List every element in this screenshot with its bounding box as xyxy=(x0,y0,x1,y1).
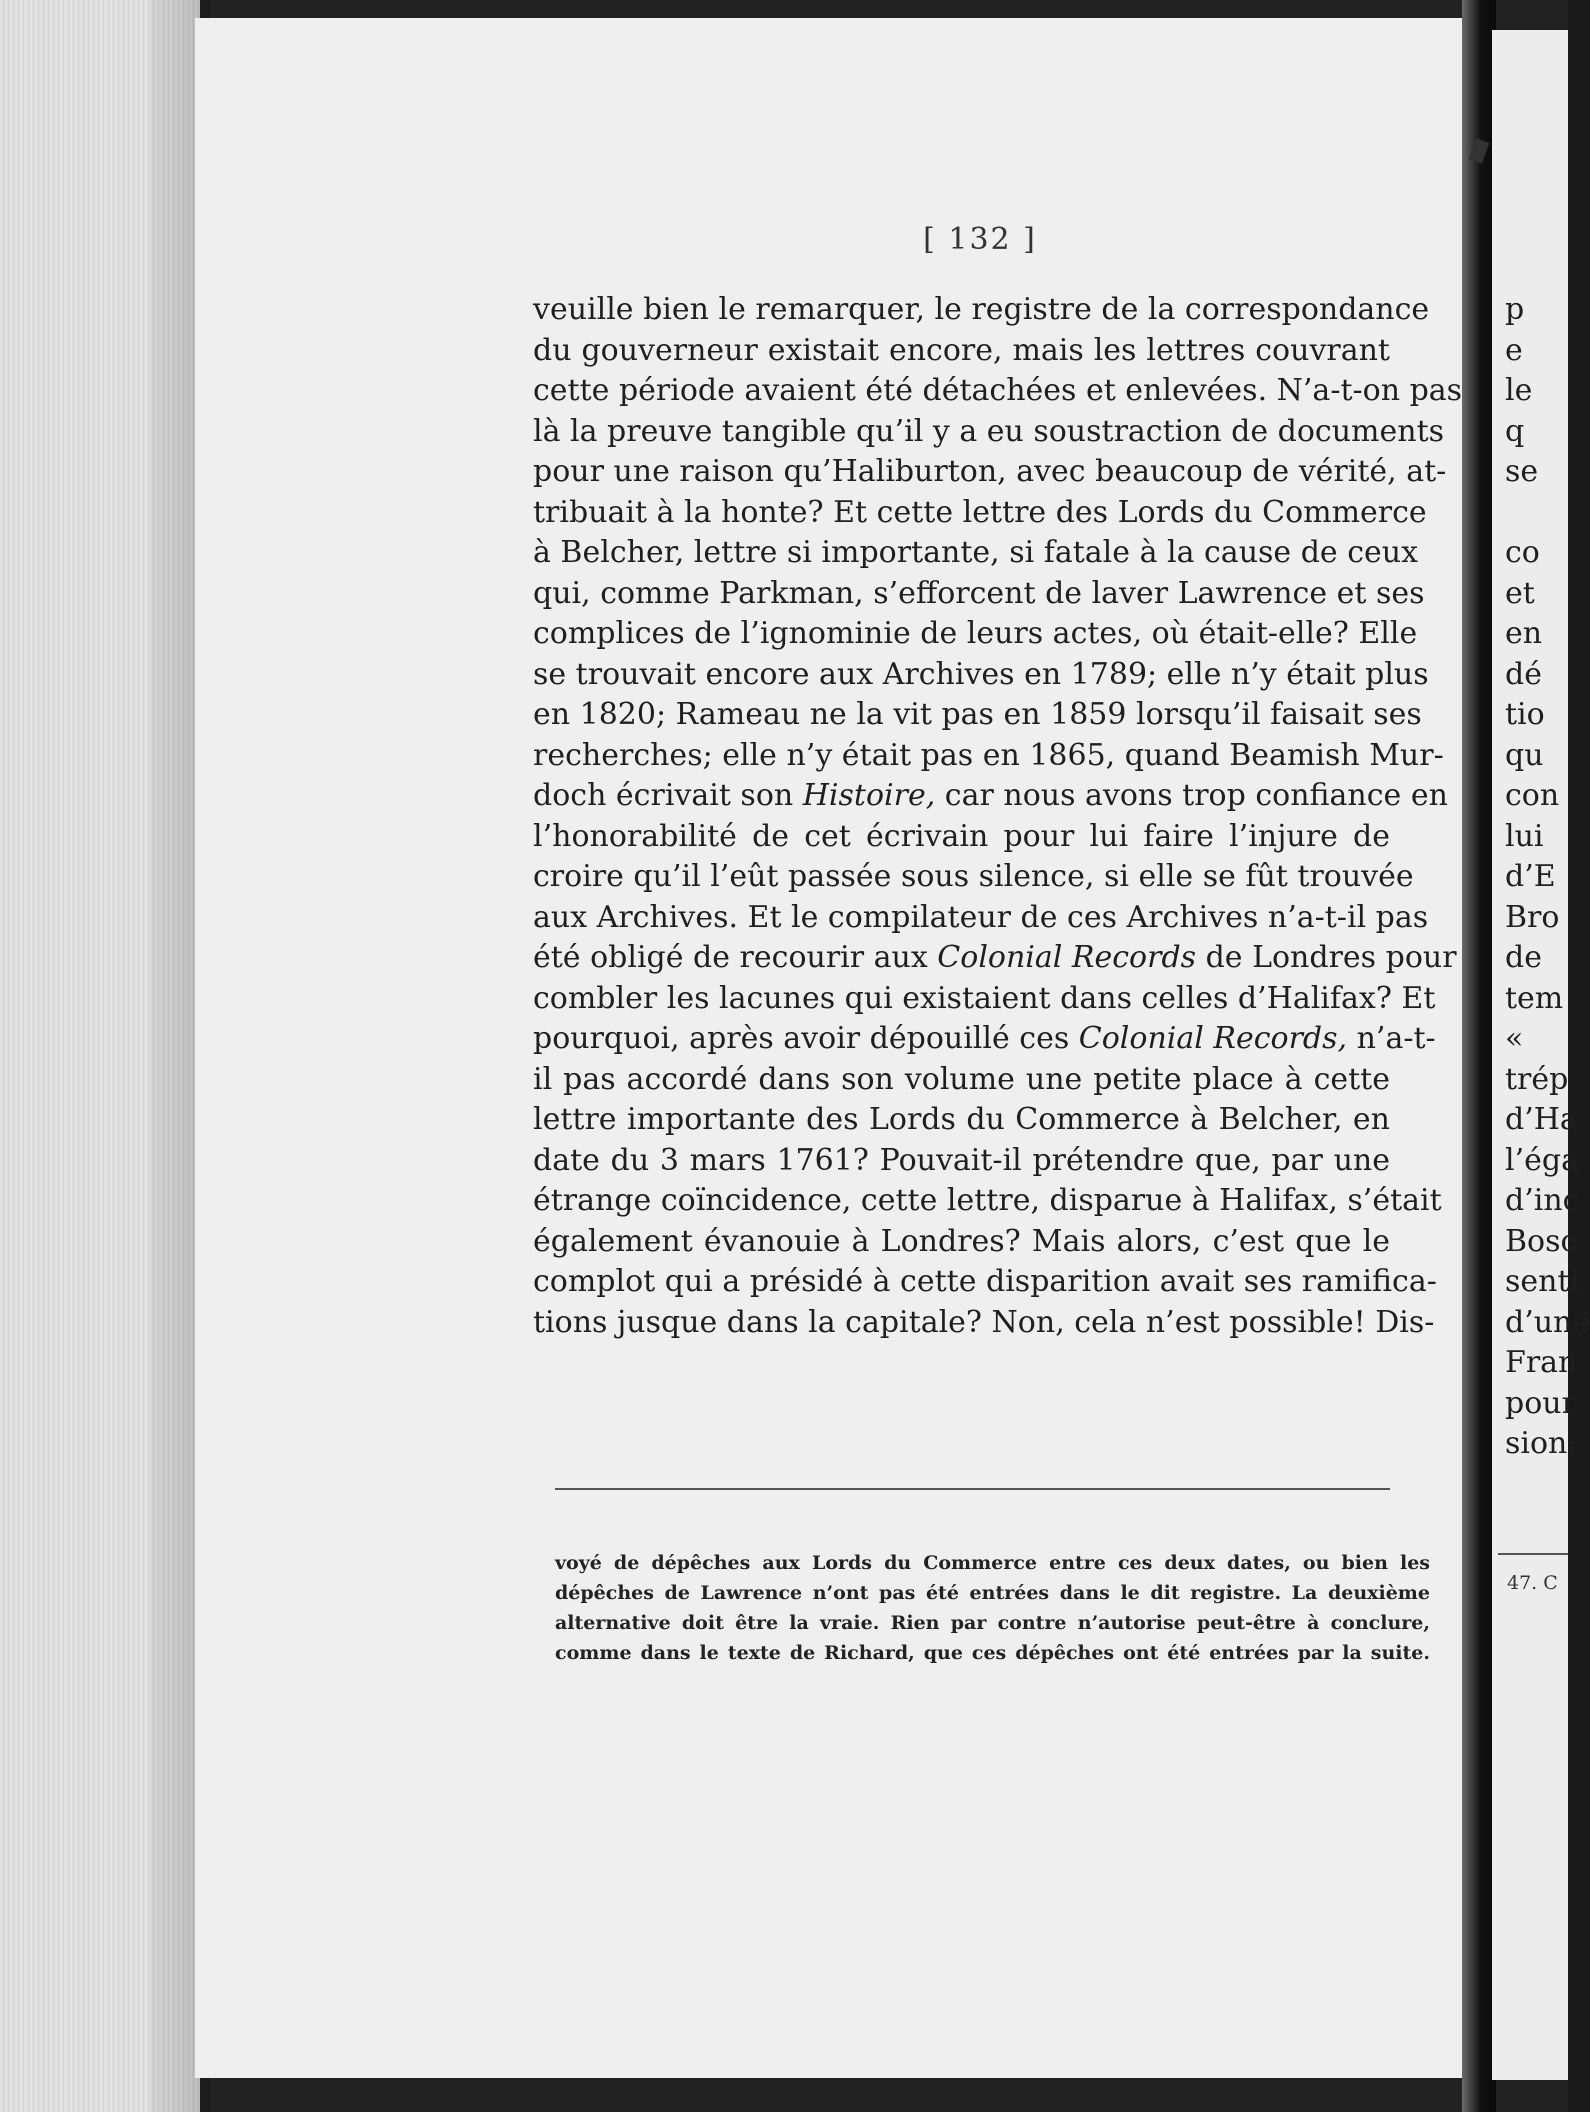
text-run: été obligé de recourir aux xyxy=(533,940,938,975)
body-line: tions jusque dans la capitale? Non, cela n’est possible! Dis- xyxy=(533,1304,1435,1340)
right-fragment: d’E xyxy=(1505,859,1556,894)
body-line: du gouverneur existait encore, mais les lettres couvrant xyxy=(533,332,1390,368)
body-line: croire qu’il l’eût passée sous silence, si elle se fût trouvée xyxy=(533,859,1414,894)
footnote-line: dépêches de Lawrence n’ont pas été entrées dans le dit registre. La deuxième xyxy=(555,1582,1430,1604)
body-line: complices de l’ignominie de leurs actes, où était-elle? Elle xyxy=(533,616,1418,651)
right-fragment: con xyxy=(1505,778,1560,813)
footnote-line: voyé de dépêches aux Lords du Commerce entre ces deux dates, ou bien les xyxy=(555,1552,1430,1574)
footnote-line: comme dans le texte de Richard, que ces dépêches ont été entrées par la suite. xyxy=(555,1642,1430,1664)
right-fragment: de xyxy=(1505,940,1542,975)
body-line xyxy=(533,1019,1436,1060)
right-fragment: Fran xyxy=(1505,1345,1578,1380)
right-fragment: se xyxy=(1505,454,1539,489)
right-footnote: 47. C xyxy=(1507,1572,1558,1594)
body-line: aux Archives. Et le compilateur de ces Archives n’a-t-il pas xyxy=(533,899,1429,935)
body-line: l’honorabilité de cet écrivain pour lui faire l’injure de xyxy=(533,818,1390,854)
body-line: qui, comme Parkman, s’efforcent de laver Lawrence et ses xyxy=(533,575,1425,611)
right-fragment: en xyxy=(1505,616,1543,651)
body-line: étrange coïncidence, cette lettre, disparue à Halifax, s’était xyxy=(533,1183,1442,1218)
body-line: pour une raison qu’Haliburton, avec beaucoup de vérité, at- xyxy=(533,454,1447,489)
body-line: recherches; elle n’y était pas en 1865, quand Beamish Mur- xyxy=(533,737,1444,773)
right-fragment: « xyxy=(1505,1021,1524,1056)
body-line: complot qui a présidé à cette disparition avait ses ramifica- xyxy=(533,1264,1437,1299)
text-run: n’a-t- xyxy=(1347,1021,1436,1056)
right-fragment: l’éga xyxy=(1505,1142,1579,1178)
body-line: à Belcher, lettre si importante, si fatale à la cause de ceux xyxy=(533,535,1418,570)
right-fragment xyxy=(1505,493,1575,534)
right-fragment: sion; xyxy=(1505,1426,1578,1461)
body-line: il pas accordé dans son volume une petite place à cette xyxy=(533,1061,1390,1097)
text-run: pourquoi, après avoir dépouillé ces xyxy=(533,1021,1079,1056)
page-number: [ 132 ] xyxy=(923,222,1037,257)
italic-title: Histoire, xyxy=(802,778,936,813)
right-fragment: co xyxy=(1505,535,1540,570)
right-fragment: lui xyxy=(1505,818,1544,854)
right-fragment: e xyxy=(1505,332,1523,368)
footnote-divider xyxy=(555,1488,1390,1490)
right-fragment: p xyxy=(1505,292,1525,327)
right-fragment: d’une xyxy=(1505,1304,1590,1340)
body-line xyxy=(533,776,1448,817)
right-fragment: Bro xyxy=(1505,899,1560,935)
body-line: là la preuve tangible qu’il y a eu soustraction de documents xyxy=(533,413,1445,449)
body-line: veuille bien le remarquer, le registre de la correspondance xyxy=(533,292,1430,327)
right-fragment: d’Ha xyxy=(1505,1102,1578,1137)
body-line: en 1820; Rameau ne la vit pas en 1859 lorsqu’il faisait ses xyxy=(533,697,1422,732)
body-line: combler les lacunes qui existaient dans celles d’Halifax? Et xyxy=(533,980,1436,1016)
right-fragment: qu xyxy=(1505,737,1544,773)
footnote-line: alternative doit être la vraie. Rien par contre n’autorise peut-être à conclure, xyxy=(555,1612,1430,1634)
body-line: également évanouie à Londres? Mais alors, c’est que le xyxy=(533,1223,1390,1259)
right-fragment: q xyxy=(1505,413,1525,449)
right-fragment: le xyxy=(1505,373,1533,408)
right-fragment: tio xyxy=(1505,697,1545,732)
italic-title: Colonial Records xyxy=(937,940,1197,975)
body-line: lettre importante des Lords du Commerce à Belcher, en xyxy=(533,1102,1390,1137)
body-line: tribuait à la honte? Et cette lettre des Lords du Commerce xyxy=(533,494,1427,530)
italic-title: Colonial Records, xyxy=(1078,1021,1348,1056)
right-page-text xyxy=(1505,290,1590,1465)
right-fragment: trép xyxy=(1505,1061,1569,1097)
right-fragment: d’inc xyxy=(1505,1183,1580,1218)
book-gutter xyxy=(1462,0,1496,2112)
body-line: se trouvait encore aux Archives en 1789; elle n’y était plus xyxy=(533,656,1429,692)
text-run: de Londres pour xyxy=(1196,940,1457,975)
body-line: date du 3 mars 1761? Pouvait-il prétendre que, par une xyxy=(533,1142,1390,1178)
body-line xyxy=(533,938,1457,979)
right-fragment: senti xyxy=(1505,1264,1580,1299)
right-fragment: tem xyxy=(1505,980,1564,1016)
body-line: cette période avaient été détachées et enlevées. N’a-t-on pas xyxy=(533,373,1463,408)
text-run: doch écrivait son xyxy=(533,778,803,813)
text-run: car nous avons trop confiance en xyxy=(935,778,1448,813)
body-text xyxy=(533,290,1463,1343)
right-footnote-divider xyxy=(1498,1553,1568,1555)
footnote xyxy=(555,1548,1430,1668)
right-fragment: dé xyxy=(1505,656,1542,692)
right-fragment: et xyxy=(1505,575,1535,611)
right-fragment: Bosc xyxy=(1505,1223,1578,1259)
right-fragment: pour xyxy=(1505,1385,1576,1421)
